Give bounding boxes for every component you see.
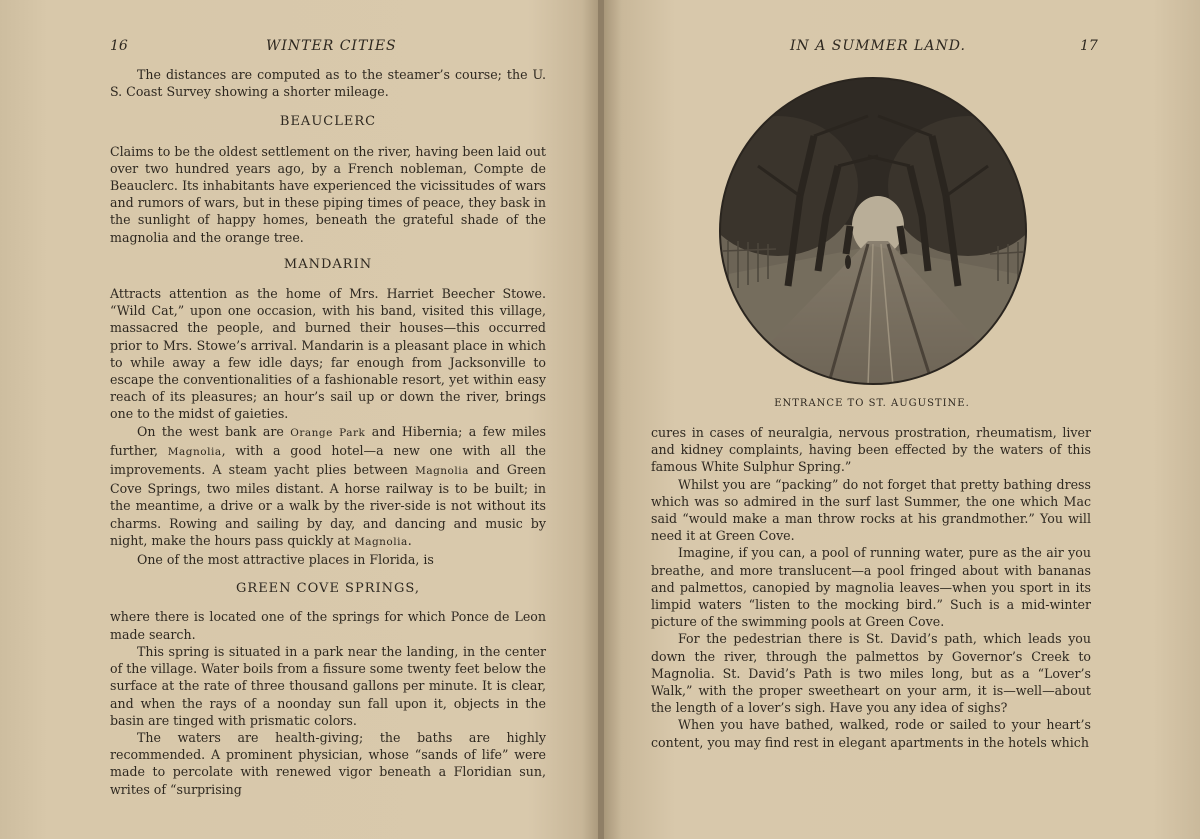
paragraph-waters: The waters are health-giving; the baths are highly recommended. A prominent physician, whose “sands of life” were made to percolate with renewed vigor beneath a Floridian sun, writes of “surprising (110, 729, 546, 797)
heading-green-cove-springs: GREEN COVE SPRINGS, (236, 581, 420, 597)
paragraph-beauclerc: Claims to be the oldest settlement on the river, having been laid out over two hundred years ago, by a French nobleman, Compte de Beauclerc. Its inhabitants have experienced the vicissitudes of wars and rumors of wars, but in these piping times of peace, they bask in the sunlight of happy homes, beneath the grateful shade of the magnolia and the orange tree. (110, 143, 546, 245)
illustration-caption: ENTRANCE TO ST. AUGUSTINE. (774, 398, 970, 409)
avenue-of-trees-illustration (718, 76, 1028, 386)
paragraph-pedestrian: For the pedestrian there is St. David’s path, which leads you down the river, through the palmettos by Governor’s Creek to Magnolia. St. David’s Path is two miles long, but as a “Lover’s Walk,” with the proper sweetheart on your arm, it is—well—about the length of a lover’s sigh. Have you any idea of sighs? (651, 631, 1091, 716)
west-bank-text-4: and Green Cove Springs, two miles distant. A horse railway is to be built; in the meantime, a drive or a walk by the river-side is not without its charms. Rowing and sailing by day, and dancing and music by night, make the hours pass quickly at (110, 462, 546, 548)
left-page-number: 16 (110, 38, 128, 54)
heading-mandarin: MANDARIN (283, 256, 373, 272)
west-bank-text-5: . (407, 532, 412, 548)
paragraph-attractive: One of the most attractive places in Florida, is (137, 552, 434, 568)
paragraph-intro: The distances are computed as to the steamer’s course; the U. S. Coast Survey showing a shorter mileage. (110, 67, 546, 100)
paragraph-west-bank (110, 423, 546, 551)
right-page-number: 17 (1080, 38, 1098, 54)
paragraph-cures: cures in cases of neuralgia, nervous prostration, rheumatism, liver and kidney complaints, having been effected by the waters of this famous White Sulphur Spring.” (651, 425, 1091, 475)
paragraph-mandarin: Attracts attention as the home of Mrs. Harriet Beecher Stowe. “Wild Cat,” upon one occasion, with his band, visited this village, massacred the people, and burned their houses—this occurred prior to Mrs. Stowe’s arrival. Mandarin is a pleasant place in which to while away a few idle days; far enough from Jacksonville to escape the conventionalities of a fashionable resort, yet within easy reach of its pleasures; an hour’s sail up or down the river, brings one to the midst of gaieties. (110, 286, 546, 422)
orange-park-smallcaps: Orange Park (290, 426, 366, 439)
magnolia-smallcaps: Magnolia (415, 465, 469, 478)
paragraph-bathed: When you have bathed, walked, rode or sailed to your heart’s content, you may find rest in elegant apartments in the hotels which (651, 717, 1091, 750)
left-body-text (110, 66, 546, 798)
heading-beauclerc: BEAUCLERC (279, 114, 377, 130)
right-running-header: IN A SUMMER LAND. (790, 38, 966, 54)
west-bank-text-2: and Hibernia; a few miles further, (110, 423, 546, 458)
right-page (604, 0, 1200, 839)
left-running-header: WINTER CITIES (266, 38, 397, 54)
paragraph-green-cove: where there is located one of the springs for which Ponce de Leon made search. (110, 609, 546, 642)
paragraph-spring: This spring is situated in a park near the landing, in the center of the village. Water boils from a fissure some twenty feet below the surface at the rate of three thousand gallons per minute. It is clear, and when the rays of a noonday sun fall upon it, objects in the basin are tinged with prismatic colors. (110, 643, 546, 728)
right-body-text (651, 424, 1091, 751)
paragraph-packing: Whilst you are “packing” do not forget that pretty bathing dress which was so admired in the surf last Summer, the one which Mac said “would make a man throw rocks at his grandmother.” You will need it at Green Cove. (651, 476, 1091, 544)
magnolia-smallcaps: Magnolia (167, 445, 222, 458)
west-bank-text-3: , with a good hotel—a new one with all the improvements. A steam yacht plies between (110, 442, 546, 478)
paragraph-imagine: Imagine, if you can, a pool of running water, pure as the air you breathe, and more translucent—a pool fringed about with bananas and palmettos, canopied by magnolia leaves—when you sport in its limpid waters “listen to the mocking bird.” Such is a mid-winter picture of the swimming pools at Green Cove. (651, 545, 1091, 630)
magnolia-smallcaps: Magnolia (353, 535, 408, 548)
west-bank-text-1: On the west bank are (137, 423, 291, 439)
